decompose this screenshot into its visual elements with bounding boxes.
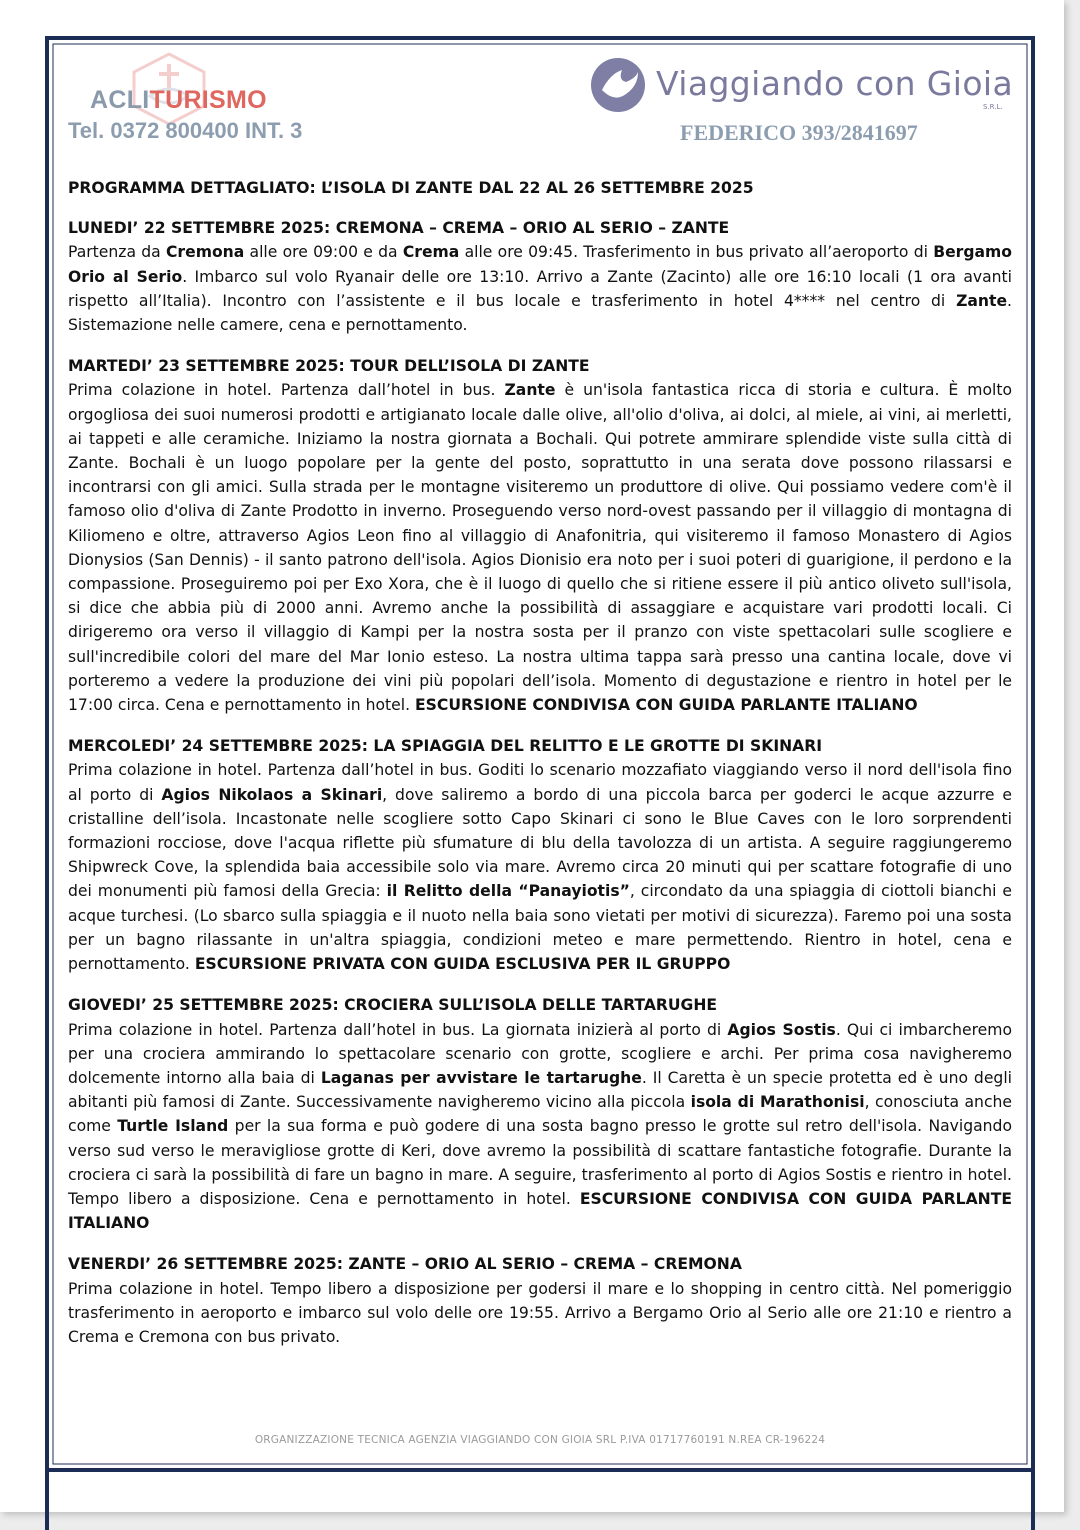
itinerary-content: [68, 176, 1012, 1366]
brand-suffix: S.R.L.: [983, 103, 1003, 111]
day-description: Prima colazione in hotel. Partenza dall’hotel in bus. La giornata inizierà al porto di Agios Sostis. Qui ci imbarcheremo per una crociera ammirando lo spettacolare scenario con grotte, scogliere e archi. Per prima cosa navigheremo dolcemente intorno alla baia di Laganas per avvistare le tartarughe. Il Caretta è un specie protetta ed è uno degli abitanti più famosi di Zante. Successivamente navigheremo vicino alla piccola isola di Marathonisi, conosciuta anche come Turtle Island per la sua forma e può godere di una sosta bagno presso le grotte sul retro dell'isola. Navigando verso sud verso le meravigliose grotte di Keri, dove avremo la possibilità di scattare fantastiche fotografie. Durante la crociera ci sarà la possibilità di fare un bagno in mare. A seguire, trasferimento al porto di Agios Sostis e rientro in hotel. Tempo libero a disposizione. Cena e pernottamento in hotel. ESCURSIONE CONDIVISA CON GUIDA PARLANTE ITALIANO: [68, 1020, 1012, 1233]
day-heading: LUNEDI’ 22 SETTEMBRE 2025: CREMONA – CREMA – ORIO AL SERIO – ZANTE: [68, 219, 730, 238]
day-section: [68, 993, 1012, 1235]
acli-logo-text: ACLITURISMO: [90, 86, 267, 114]
contact-phone: FEDERICO 393/2841697: [680, 120, 918, 145]
acli-phone: Tel. 0372 800400 INT. 3: [68, 118, 303, 143]
day-description: Prima colazione in hotel. Partenza dall’hotel in bus. Goditi lo scenario mozzafiato viaggiando verso il nord dell'isola fino al porto di Agios Nikolaos a Skinari, dove saliremo a bordo di una piccola barca per goderci le acque azzurre e cristalline dell’isola. Incastonate nelle scogliere sotto Capo Skinari ci sono le Blue Caves con le loro sorprendenti formazioni rocciose, dove l'acqua riflette più sfumature di blu della tavolozza di un artista. A seguire raggiungeremo Shipwreck Cove, la splendida baia accessibile solo via mare. Avremo circa 20 minuti qui per scattare fotografie di uno dei monumenti più famosi della Grecia: il Relitto della “Panayiotis”, circondato da una spiaggia di ciottoli bianchi e acque turchesi. (Lo sbarco sulla spiaggia e il nuoto nella baia sono vietati per motivi di sicurezza). Faremo poi una sosta per un bagno rilassante in un'altra spiaggia, condizioni meteo e mare permettendo. Rientro in hotel, cena e pernottamento. ESCURSIONE PRIVATA CON GUIDA ESCLUSIVA PER IL GRUPPO: [68, 761, 1012, 974]
day-section: [68, 1252, 1012, 1349]
brand-name: Viaggiando con Gioia: [656, 64, 1014, 103]
program-title: PROGRAMMA DETTAGLIATO: L’ISOLA DI ZANTE DAL 22 AL 26 SETTEMBRE 2025: [68, 179, 754, 197]
day-heading: MERCOLEDI’ 24 SETTEMBRE 2025: LA SPIAGGIA DEL RELITTO E LE GROTTE DI SKINARI: [68, 737, 823, 756]
day-heading: GIOVEDI’ 25 SETTEMBRE 2025: CROCIERA SULL’ISOLA DELLE TARTARUGHE: [68, 996, 718, 1015]
day-heading: MARTEDI’ 23 SETTEMBRE 2025: TOUR DELL’ISOLA DI ZANTE: [68, 357, 590, 376]
footer-note: ORGANIZZAZIONE TECNICA AGENZIA VIAGGIANDO CON GIOIA SRL P.IVA 01717760191 N.REA CR-196224: [254, 1434, 826, 1446]
day-section: [68, 734, 1012, 976]
dove-logo-icon: [588, 56, 648, 114]
day-section: [68, 216, 1012, 337]
day-section: [68, 354, 1012, 717]
day-description: Partenza da Cremona alle ore 09:00 e da Crema alle ore 09:45. Trasferimento in bus privato all’aeroporto di Bergamo Orio al Serio. Imbarco sul volo Ryanair delle ore 13:10. Arrivo a Zante (Zacinto) alle ore 16:10 locali (1 ora avanti rispetto all’Italia). Incontro con l’assistente e il bus locale e trasferimento in hotel 4**** nel centro di Zante. Sistemazione nelle camere, cena e pernottamento.: [68, 243, 1012, 335]
day-description: Prima colazione in hotel. Tempo libero a disposizione per godersi il mare e lo shopping in centro città. Nel pomeriggio trasferimento in aeroporto e imbarco sul volo delle ore 19:55. Arrivo a Bergamo Orio al Serio alle ore 21:10 e rientro a Crema e Cremona con bus privato.: [68, 1279, 1012, 1346]
day-heading: VENERDI’ 26 SETTEMBRE 2025: ZANTE – ORIO AL SERIO – CREMA – CREMONA: [68, 1255, 742, 1274]
day-description: Prima colazione in hotel. Partenza dall’hotel in bus. Zante è un'isola fantastica ricca di storia e cultura. È molto orgogliosa dei suoi numerosi prodotti e artigianato locale dalle olive, all'olio d'oliva, ai dolci, al miele, ai vini, ai merletti, ai tappeti e alle ceramiche. Iniziamo la nostra giornata a Bochali. Qui potrete ammirare splendide viste sulla città di Zante. Bochali è un luogo popolare per la gente del posto, soprattutto in una serata dove possono rilassarsi e incontrarsi con gli amici. Sulla strada per le montagne visiteremo un produttore di olive. Qui possiamo vedere com'è il famoso olio d'oliva di Zante Prodotto in inverno. Proseguendo verso nord-ovest passando per il villaggio di montagna di Kiliomeno e oltre, attraverso Agios Leon fino al villaggio di Anafonitria, qui visiteremo il famoso Monastero di Agios Dionysios (San Dennis) - il santo patrono dell'isola. Agios Dionisio era noto per i suoi poteri di guarigione, il perdono e la compassione. Proseguiremo poi per Exo Xora, che è il luogo di quello che si ritiene essere il più antico oliveto sull'isola, si dice che abbia più di 2000 anni. Avremo anche la possibilità di assaggiare e acquistare vari prodotti locali. Ci dirigeremo ora verso il villaggio di Kampi per la nostra sosta per il pranzo con viste spettacolari sulle scogliere e sull'incredibile colori del mare del Mar Ionio esteso. La nostra ultima tappa sarà presso una cantina locale, dove vi porteremo a vedere la produzione dei vini più popolari dell’isola. Momento di degustazione e rientro in hotel per le 17:00 circa. Cena e pernottamento in hotel. ESCURSIONE CONDIVISA CON GUIDA PARLANTE ITALIANO: [68, 381, 1012, 715]
